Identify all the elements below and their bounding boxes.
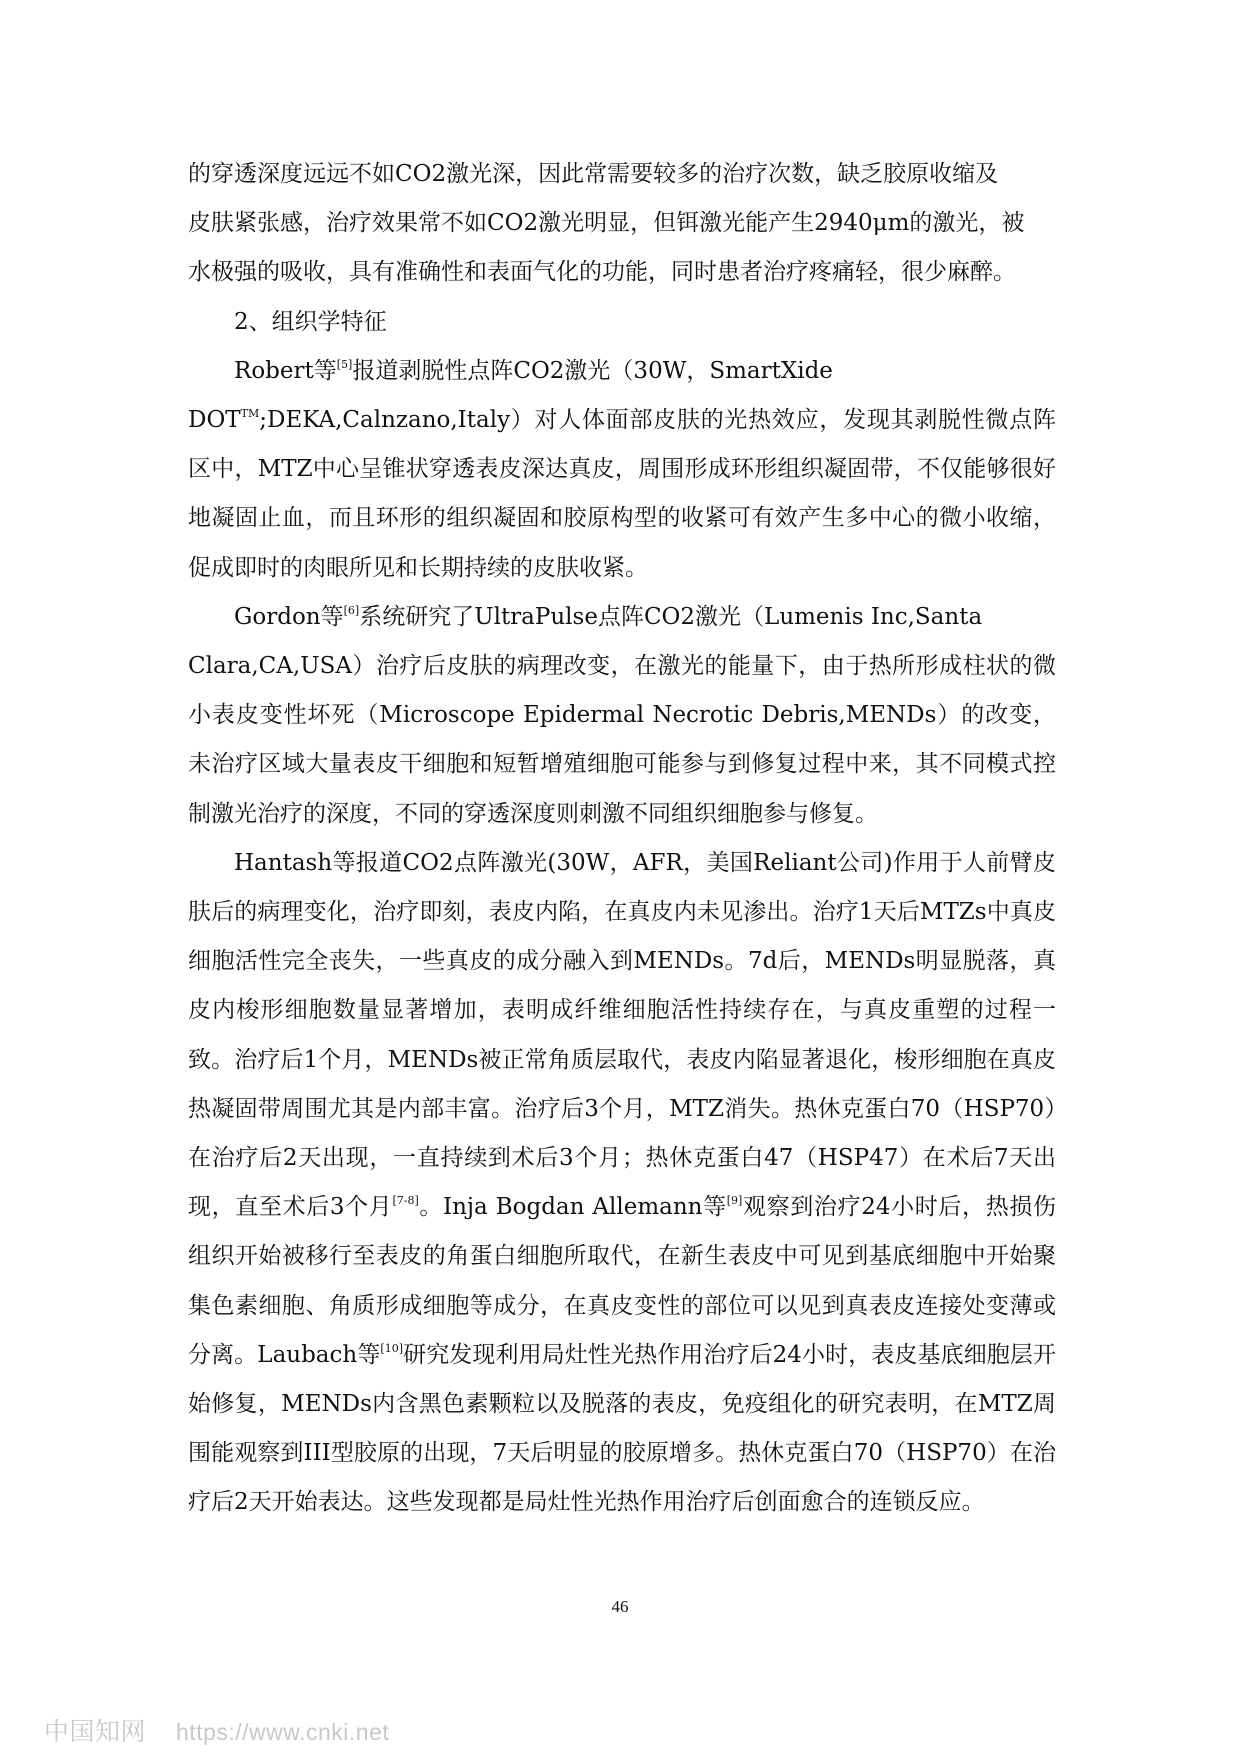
text-line: 的穿透深度远远不如CO2激光深，因此常需要较多的治疗次数，缺乏胶原收缩及	[188, 161, 999, 187]
trademark-mark: TM	[240, 407, 260, 421]
citation-ref: [5]	[336, 357, 353, 371]
paragraph-hantash	[188, 839, 1056, 1528]
text-line: 水极强的吸收，具有准确性和表面气化的功能，同时患者治疗疼痛轻，很少麻醉。	[188, 259, 1016, 286]
paragraph-erbium-laser	[188, 150, 1056, 298]
text-run: 研究发现利用局灶性光热作用治疗后24小时，表皮基底细胞层开始修复，MENDs内含黑色素颗粒以及脱落的表皮，免疫组化的研究表明，在MTZ周围能观察到III型胶原的出现，7天后明显的胶原增多。热休克蛋白70（HSP70）在治疗后2天开始表达。这些发现都是局灶性光热作用治疗后创面愈合的连锁反应。	[188, 1341, 1056, 1516]
cnki-url: https://www.cnki.net	[176, 1719, 390, 1745]
paragraph-gordon	[188, 593, 1056, 839]
text-run: 。Inja Bogdan Allemann等	[418, 1194, 727, 1221]
citation-ref: [10]	[380, 1341, 404, 1355]
cnki-watermark	[44, 1712, 389, 1748]
body-text	[188, 150, 1056, 1528]
text-run: 报道剥脱性点阵CO2激光（30W，SmartXide	[352, 357, 833, 384]
citation-ref: [6]	[343, 603, 360, 617]
section-heading: 2、组织学特征	[234, 308, 387, 335]
text-line: 皮肤紧张感，治疗效果常不如CO2激光明显，但铒激光能产生2940μm的激光，被	[188, 210, 1025, 237]
text-run: 系统研究了UltraPulse点阵CO2激光（Lumenis Inc,Santa	[359, 603, 983, 630]
text-run: 观察到治疗24小时后，热损伤组织开始被移行至表皮的角蛋白细胞所取代，在新生表皮中可见到基底细胞中开始聚集色素细胞、角质形成细胞等成分，在真皮变性的部位可以见到真表皮连接处变薄或分离。Laubach等	[188, 1194, 1056, 1368]
text-run: Clara,CA,USA）治疗后皮肤的病理改变，在激光的能量下，由于热所形成柱状的微小表皮变性坏死（Microscope Epidermal Necrotic Debris,MENDs）的改变，未治疗区域大量表皮干细胞和短暂增殖细胞可能参与到修复过程中来，其不同模式控制激光治疗的深度，不同的穿透深度则刺激不同组织细胞参与修复。	[188, 653, 1056, 827]
page-number: 46	[611, 1597, 629, 1616]
text-run: Hantash等报道CO2点阵激光(30W，AFR，美国Reliant公司)作用于人前臂皮肤后的病理变化，治疗即刻，表皮内陷，在真皮内未见渗出。治疗1天后MTZs中真皮细胞活性完全丧失，一些真皮的成分融入到MENDs。7d后，MENDs明显脱落，真皮内梭形细胞数量显著增加，表明成纤维细胞活性持续存在，与真皮重塑的过程一致。治疗后1个月，MENDs被正常角质层取代，表皮内陷显著退化，梭形细胞在真皮热凝固带周围尤其是内部丰富。治疗后3个月，MTZ消失。热休克蛋白70（HSP70）在治疗后2天出现，一直持续到术后3个月；热休克蛋白47（HSP47）在术后7天出现，直至术后3个月	[188, 849, 1056, 1221]
text-run: Robert等	[234, 357, 337, 384]
citation-ref: [7-8]	[392, 1194, 419, 1208]
text-run: ;DEKA,Calnzano,Italy）对人体面部皮肤的光热效应，发现其剥脱性微点阵区中，MTZ中心呈锥状穿透表皮深达真皮，周围形成环形组织凝固带，不仅能够很好地凝固止血，而且环形的组织凝固和胶原构型的收紧可有效产生多中心的微小收缩，促成即时的肉眼所见和长期持续的皮肤收紧。	[188, 407, 1056, 581]
text-run: DOT	[188, 407, 241, 434]
citation-ref: [9]	[726, 1194, 743, 1208]
text-run: Gordon等	[234, 603, 344, 630]
cnki-logo-text: 中国知网	[44, 1718, 147, 1746]
paragraph-robert	[188, 347, 1056, 593]
